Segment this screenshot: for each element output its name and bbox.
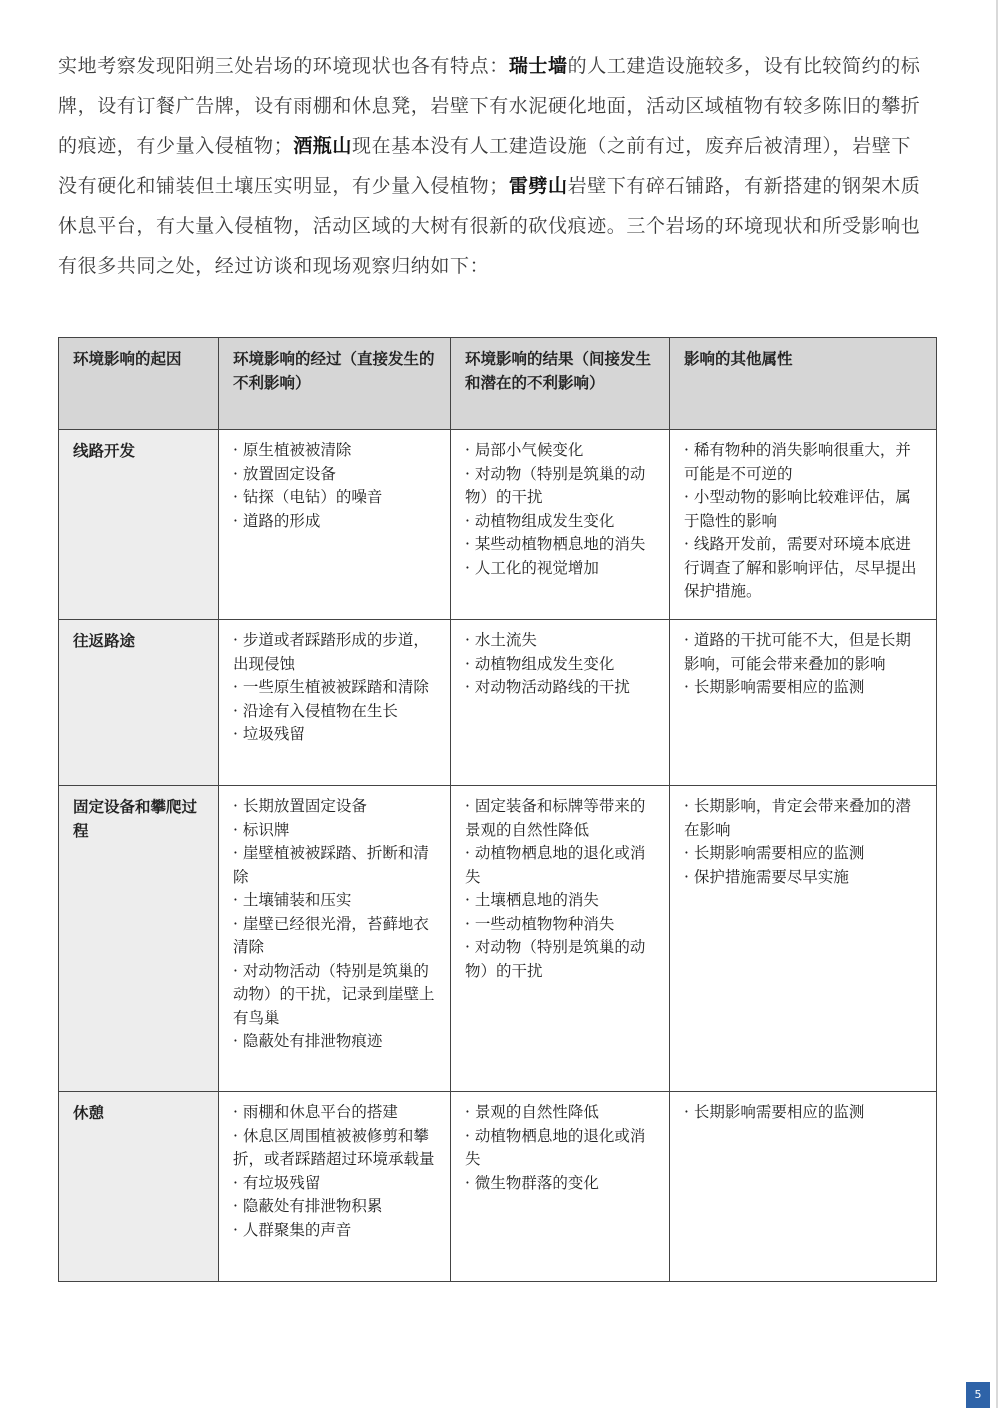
list-item: · 有垃圾残留	[233, 1173, 321, 1192]
list-item: · 人工化的视觉增加	[465, 558, 599, 577]
other-cell	[670, 1092, 937, 1282]
list-item: · 小型动物的影响比较难评估，属于隐性的影响	[684, 488, 911, 530]
other-cell	[670, 786, 937, 1092]
intro-text-3: 现在基本没有人工建造设施（之前有过，废弃后被清理），岩壁下没有硬化和铺装但土壤压实明显，有少量入侵植物；	[58, 135, 911, 197]
result-cell	[451, 430, 670, 620]
list-item: · 对动物（特别是筑巢的动物）的干扰	[465, 938, 646, 980]
list-item: · 动植物组成发生变化	[465, 511, 615, 530]
header-process: 环境影响的经过（直接发生的不利影响）	[219, 338, 451, 430]
list-item: · 动植物栖息地的退化或消失	[465, 844, 646, 886]
list-item: · 隐蔽处有排泄物积累	[233, 1197, 383, 1215]
process-cell	[219, 620, 451, 786]
table-row	[59, 786, 937, 1092]
list-item: · 动植物栖息地的退化或消失	[465, 1126, 646, 1168]
list-item: · 动植物组成发生变化	[465, 654, 615, 673]
list-item: · 对动物（特别是筑巢的动物）的干扰	[465, 464, 646, 506]
list-item: · 保护措施需要尽早实施	[684, 867, 849, 886]
list-item: · 线路开发前，需要对环境本底进行调查了解和影响评估，尽早提出保护措施。	[684, 535, 917, 600]
site-name-jiupingshan: 酒瓶山	[293, 135, 353, 157]
site-name-ruishiqiang: 瑞士墙	[508, 55, 568, 77]
cause-cell: 往返路途	[59, 620, 219, 786]
list-item: · 人群聚集的声音	[233, 1220, 352, 1239]
intro-text-4: 岩壁下有碎石铺路，有新搭建的钢架木质休息平台，有大量入侵植物，活动区域的大树有很新的砍伐痕迹。三个岩场的环境现状和所受影响也有很多共同之处，经过访谈和现场观察归纳如下：	[58, 175, 921, 277]
intro-text-2: 的人工建造设施较多，设有比较简约的标牌，设有订餐广告牌，设有雨棚和休息凳，岩壁下有水泥硬化地面，活动区域植物有较多陈旧的攀折的痕迹，有少量入侵植物；	[58, 55, 921, 157]
list-item: · 景观的自然性降低	[465, 1103, 599, 1121]
list-item: · 固定装备和标牌等带来的景观的自然性降低	[465, 797, 646, 839]
list-item: · 道路的干扰可能不大，但是长期影响，可能会带来叠加的影响	[684, 631, 911, 673]
list-item: · 土壤栖息地的消失	[465, 891, 599, 909]
intro-text-1: 实地考察发现阳朔三处岩场的环境现状也各有特点：	[58, 55, 509, 77]
table-row	[59, 1092, 937, 1282]
intro-paragraph	[58, 46, 928, 286]
list-item: · 原生植被被清除	[233, 441, 352, 459]
list-item: · 长期影响需要相应的监测	[684, 678, 865, 696]
table-row	[59, 620, 937, 786]
list-item: · 稀有物种的消失影响很重大，并可能是不可逆的	[684, 441, 911, 483]
list-item: · 局部小气候变化	[465, 441, 584, 459]
list-item: · 休息区周围植被被修剪和攀折，或者踩踏超过环境承载量	[233, 1126, 435, 1168]
list-item: · 对动物活动（特别是筑巢的动物）的干扰，记录到崖壁上有鸟巢	[233, 961, 435, 1027]
result-cell	[451, 1092, 670, 1282]
list-item: · 某些动植物栖息地的消失	[465, 535, 646, 553]
list-item: · 垃圾残留	[233, 725, 305, 743]
other-cell	[670, 430, 937, 620]
environmental-impact-table	[58, 337, 937, 1282]
table-header-row	[59, 338, 937, 430]
list-item: · 隐蔽处有排泄物痕迹	[233, 1032, 383, 1050]
cause-cell: 固定设备和攀爬过程	[59, 786, 219, 1092]
list-item: · 长期影响需要相应的监测	[684, 844, 865, 862]
list-item: · 一些原生植被被踩踏和清除	[233, 678, 429, 696]
header-other: 影响的其他属性	[670, 338, 937, 430]
result-cell	[451, 620, 670, 786]
process-cell	[219, 1092, 451, 1282]
list-item: · 雨棚和休息平台的搭建	[233, 1103, 398, 1121]
table-row	[59, 430, 937, 620]
process-cell	[219, 430, 451, 620]
header-cause: 环境影响的起因	[59, 338, 219, 430]
cause-cell: 休憩	[59, 1092, 219, 1282]
list-item: · 微生物群落的变化	[465, 1173, 599, 1192]
result-cell	[451, 786, 670, 1092]
list-item: · 长期影响，肯定会带来叠加的潜在影响	[684, 797, 911, 839]
list-item: · 土壤铺装和压实	[233, 891, 352, 909]
list-item: · 崖壁已经很光滑，苔藓地衣清除	[233, 914, 429, 956]
list-item: · 一些动植物物种消失	[465, 914, 615, 933]
list-item: · 标识牌	[233, 820, 290, 839]
list-item: · 对动物活动路线的干扰	[465, 678, 630, 696]
site-name-leipishan: 雷劈山	[508, 175, 568, 197]
other-cell	[670, 620, 937, 786]
cause-cell: 线路开发	[59, 430, 219, 620]
list-item: · 放置固定设备	[233, 464, 336, 483]
page-number-badge: 5	[966, 1382, 990, 1408]
process-cell	[219, 786, 451, 1092]
list-item: · 水土流失	[465, 631, 537, 649]
list-item: · 钻探（电钻）的噪音	[233, 488, 383, 506]
list-item: · 长期影响需要相应的监测	[684, 1103, 865, 1121]
list-item: · 崖壁植被被踩踏、折断和清除	[233, 844, 429, 886]
list-item: · 沿途有入侵植物在生长	[233, 701, 398, 720]
list-item: · 长期放置固定设备	[233, 797, 367, 815]
list-item: · 道路的形成	[233, 511, 321, 530]
list-item: · 步道或者踩踏形成的步道，出现侵蚀	[233, 631, 429, 673]
header-result: 环境影响的结果（间接发生和潜在的不利影响）	[451, 338, 670, 430]
